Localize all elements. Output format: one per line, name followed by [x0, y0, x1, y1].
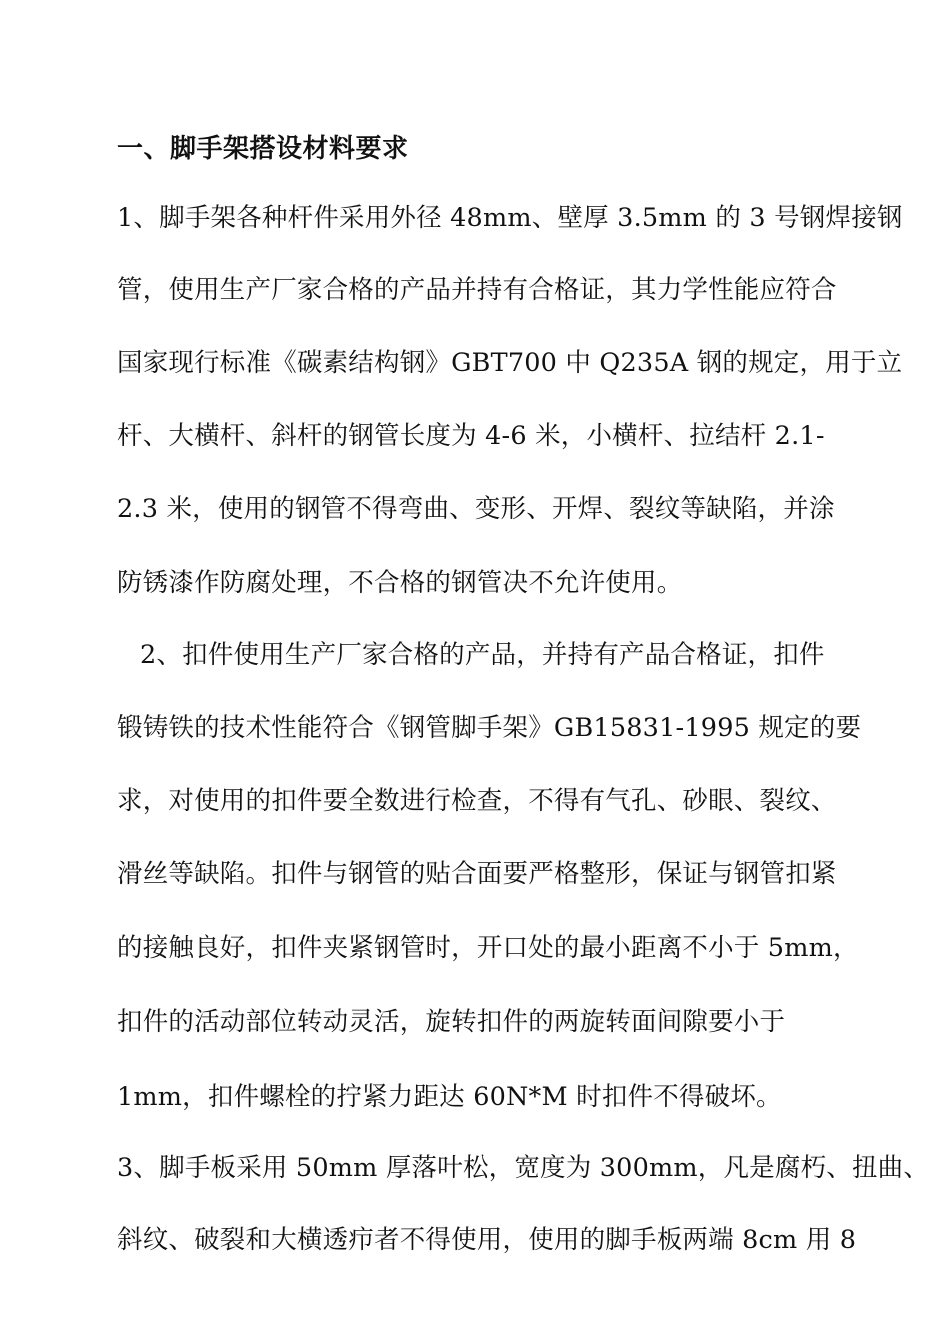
- paragraph-1-line-6: 防锈漆作防腐处理，不合格的钢管决不允许使用。: [117, 568, 683, 598]
- paragraph-2-line-1: 2、扣件使用生产厂家合格的产品，并持有产品合格证，扣件: [140, 640, 825, 670]
- paragraph-1-line-3: 国家现行标准《碳素结构钢》GBT700 中 Q235A 钢的规定，用于立: [117, 348, 903, 378]
- paragraph-2-line-3: 求，对使用的扣件要全数进行检查，不得有气孔、砂眼、裂纹、: [117, 786, 837, 816]
- paragraph-1-line-4: 杆、大横杆、斜杆的钢管长度为 4-6 米，小横杆、拉结杆 2.1-: [117, 421, 825, 451]
- paragraph-2-line-2: 锻铸铁的技术性能符合《钢管脚手架》GB15831-1995 规定的要: [117, 713, 862, 743]
- paragraph-2-line-6: 扣件的活动部位转动灵活，旋转扣件的两旋转面间隙要小于: [117, 1007, 786, 1037]
- paragraph-2-line-5: 的接触良好，扣件夹紧钢管时，开口处的最小距离不小于 5mm，: [117, 933, 859, 963]
- paragraph-1-line-1: 1、脚手架各种杆件采用外径 48mm、壁厚 3.5mm 的 3 号钢焊接钢: [117, 203, 903, 233]
- paragraph-3-line-2: 斜纹、破裂和大横透疖者不得使用，使用的脚手板两端 8cm 用 8: [117, 1225, 857, 1255]
- paragraph-2-line-4: 滑丝等缺陷。扣件与钢管的贴合面要严格整形，保证与钢管扣紧: [117, 859, 837, 889]
- paragraph-2-line-7: 1mm，扣件螺栓的拧紧力距达 60N*M 时扣件不得破坏。: [117, 1082, 782, 1112]
- paragraph-3-line-1: 3、脚手板采用 50mm 厚落叶松，宽度为 300mm，凡是腐朽、扭曲、: [117, 1153, 930, 1183]
- paragraph-1-line-2: 管，使用生产厂家合格的产品并持有合格证，其力学性能应符合: [117, 275, 837, 305]
- paragraph-1-line-5: 2.3 米，使用的钢管不得弯曲、变形、开焊、裂纹等缺陷，并涂: [117, 494, 835, 524]
- section-heading: 一、脚手架搭设材料要求: [117, 134, 409, 164]
